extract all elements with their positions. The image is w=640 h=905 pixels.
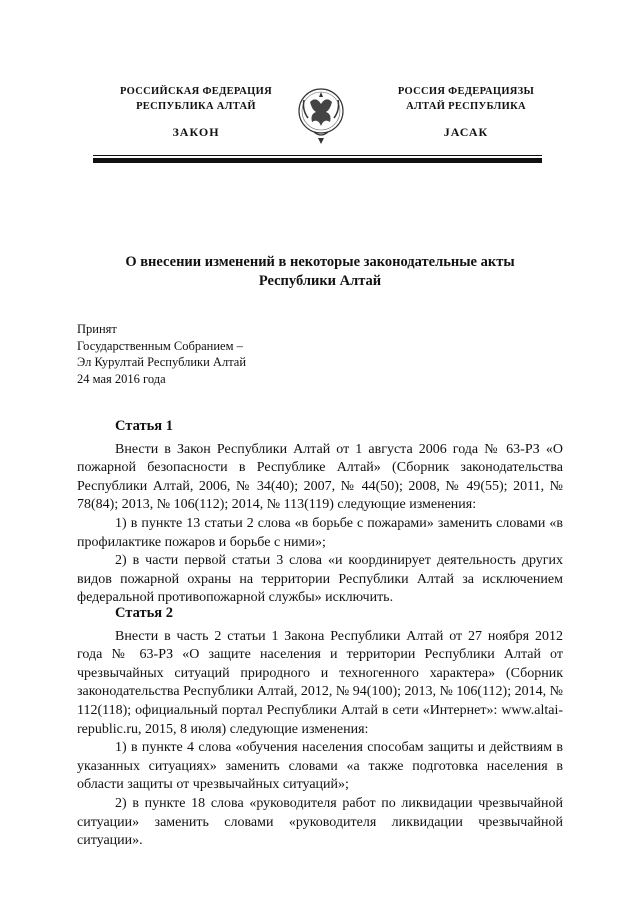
article-2-heading: Статья 2 xyxy=(115,605,173,621)
header-divider-thin xyxy=(93,155,542,156)
article-1-paragraph-1: Внести в Закон Республики Алтай от 1 августа 2006 года № 63-РЗ «О пожарной безопасности в Республике Алтай» (Сборник законодательства Республики Алтай, 2006, № 34(40); 2007, № 44(50); 2008, № 49(55); 2011, № 78(84); 2013, № 106(112); 2014, № 113(119) следующие изменения: xyxy=(77,441,563,513)
document-type-alt: JАСАК xyxy=(443,125,489,139)
republic-name-ru: РЕСПУБЛИКА АЛТАЙ xyxy=(136,101,256,112)
article-2-paragraph-1: Внести в часть 2 статьи 1 Закона Республики Алтай от 27 ноября 2012 года № 63-РЗ «О защите населения и территории Республики Алтай от чрезвычайных ситуаций природного и техногенного характера» (Сборник законодательства Республики Алтай, 2012, № 94(100); 2013, № 106(112); 2014, № 112(118); официальный портал Республики Алтай в сети «Интернет»: www.altai-republic.ru, 2015, 8 июля) следующие изменения: xyxy=(77,628,563,737)
country-name-ru: РОССИЙСКАЯ ФЕДЕРАЦИЯ xyxy=(120,86,272,97)
adoption-line-2: Государственным Собранием – xyxy=(77,338,243,353)
title-line-2: Республики Алтай xyxy=(258,273,382,289)
article-1-paragraph-3: 2) в части первой статьи 3 слова «и координирует деятельность других видов пожарной охраны на территории Республики Алтай за исключением федеральной противопожарной службы» исключить. xyxy=(77,553,563,606)
article-2-paragraph-2: 1) в пункте 4 слова «обучения населения способам защиты и действиям в указанных ситуациях» заменить словами «а также подготовка населения в области защиты от чрезвычайных ситуаций»; xyxy=(77,740,563,793)
document-title xyxy=(60,253,580,291)
adoption-date: 24 мая 2016 года xyxy=(77,371,166,386)
document-type-ru: ЗАКОН xyxy=(172,125,220,139)
article-1-heading: Статья 1 xyxy=(115,418,173,434)
coat-of-arms-icon xyxy=(296,80,346,148)
adoption-line-3: Эл Курултай Республики Алтай xyxy=(77,355,247,369)
article-2 xyxy=(77,604,563,851)
header-left xyxy=(96,86,296,140)
adoption-line-1: Принят xyxy=(77,322,117,336)
article-1-paragraph-2: 1) в пункте 13 статьи 2 слова «в борьбе с пожарами» заменить словами «в профилактике пожаров и борьбе с ними»; xyxy=(77,515,563,550)
article-1 xyxy=(77,417,563,608)
header-divider-thick xyxy=(93,158,542,163)
country-name-alt: РОССИЯ ФЕДЕРАЦИЯЗЫ xyxy=(397,86,535,97)
header-right xyxy=(366,86,566,140)
adoption-block xyxy=(77,321,246,387)
title-line-1: О внесении изменений в некоторые законодательные акты xyxy=(125,254,515,270)
republic-name-alt: АЛТАЙ РЕСПУБЛИКА xyxy=(406,101,526,112)
article-2-paragraph-3: 2) в пункте 18 слова «руководителя работ по ликвидации чрезвычайной ситуации» заменить словами «руководителя ликвидации чрезвычайной ситуации». xyxy=(77,795,563,849)
